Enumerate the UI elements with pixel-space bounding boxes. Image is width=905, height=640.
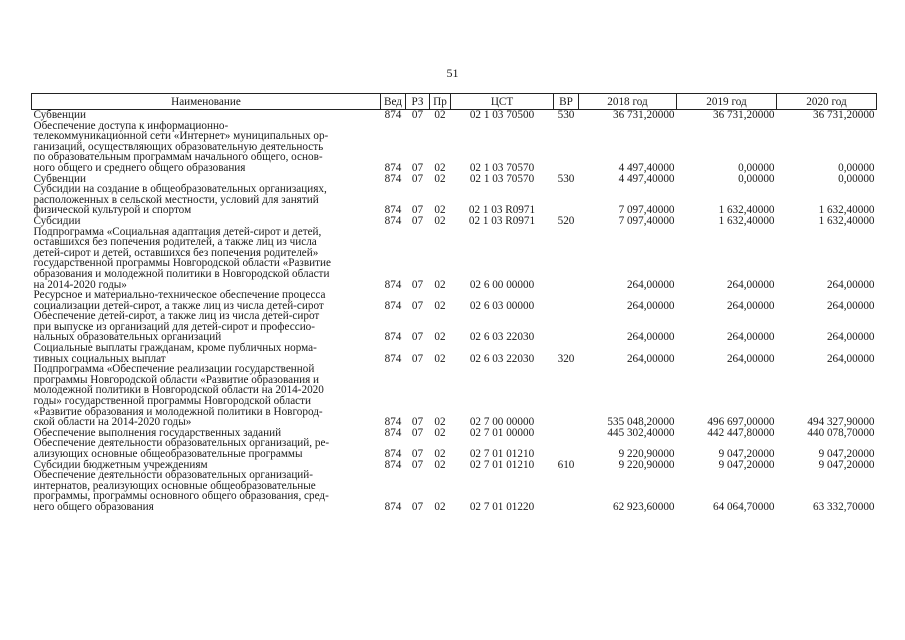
col-header-name: Наименование bbox=[32, 94, 381, 110]
row-name-text: Обеспечение деятельности образовательных организаций- интернатов, реализующих основные общеобразовательные программы, программы основного общего образования, сред- него общего образования bbox=[33, 469, 329, 513]
col-header-vr: ВР bbox=[554, 94, 579, 110]
cell-cst: 02 1 03 70570 bbox=[469, 172, 535, 185]
cell-pr: 02 bbox=[434, 416, 446, 429]
row-name-text: Социальные выплаты гражданам, кроме публичных норма- тивных социальных выплат bbox=[33, 342, 317, 365]
cell-name bbox=[32, 438, 381, 459]
cell-pr: 02 bbox=[434, 331, 446, 344]
cell-vr: 320 bbox=[557, 352, 575, 365]
row-name-text: Ресурсное и материально-техническое обеспечение процесса социализации детей-сирот, а также лиц из числа детей-сирот bbox=[33, 289, 326, 312]
cell-2018: 264,00000 bbox=[626, 331, 675, 344]
cell-2019: 264,00000 bbox=[726, 352, 775, 365]
cell-rz: 07 bbox=[411, 426, 424, 439]
cell-ved: 874 bbox=[384, 352, 402, 365]
cell-cst: 02 7 00 00000 bbox=[469, 416, 535, 429]
cell-rz: 07 bbox=[411, 500, 424, 513]
cell-2020: 494 327,90000 bbox=[807, 416, 875, 429]
cell-rz: 07 bbox=[411, 172, 424, 185]
cell-2018: 264,00000 bbox=[626, 352, 675, 365]
cell-2020: 264,00000 bbox=[826, 331, 875, 344]
cell-pr: 02 bbox=[434, 214, 446, 227]
cell-vr bbox=[554, 290, 579, 311]
cell-vr bbox=[554, 227, 579, 291]
row-name-text: Субсидии бюджетным учреждениям bbox=[33, 458, 208, 471]
cell-vr bbox=[554, 121, 579, 174]
col-header-2018: 2018 год bbox=[579, 94, 677, 110]
table-row bbox=[32, 227, 877, 291]
cell-2019: 64 064,70000 bbox=[712, 500, 775, 513]
cell-rz: 07 bbox=[411, 161, 424, 174]
cell-2019: 442 447,80000 bbox=[707, 426, 775, 439]
budget-table bbox=[31, 93, 877, 513]
cell-cst: 02 1 03 R0971 bbox=[468, 204, 536, 217]
cell-ved: 874 bbox=[384, 500, 402, 513]
cell-2019: 36 731,20000 bbox=[712, 109, 775, 121]
cell-pr: 02 bbox=[434, 500, 446, 513]
cell-2018: 4 497,40000 bbox=[618, 161, 675, 174]
cell-cst: 02 7 01 01210 bbox=[469, 458, 535, 471]
cell-cst: 02 7 01 01210 bbox=[469, 448, 535, 460]
cell-pr: 02 bbox=[434, 172, 446, 185]
cell-ved: 874 bbox=[384, 458, 402, 471]
cell-cst: 02 6 03 22030 bbox=[469, 352, 535, 365]
cell-ved: 874 bbox=[384, 299, 402, 312]
cell-2019: 9 047,20000 bbox=[718, 448, 775, 460]
cell-2019: 9 047,20000 bbox=[718, 458, 775, 471]
cell-pr: 02 bbox=[434, 299, 446, 312]
cell-ved: 874 bbox=[384, 278, 402, 291]
cell-2018: 445 302,40000 bbox=[607, 426, 675, 439]
cell-2018: 36 731,20000 bbox=[612, 109, 675, 121]
table-body bbox=[32, 110, 877, 513]
cell-2019: 264,00000 bbox=[726, 299, 775, 312]
row-name-text: Обеспечение деятельности образовательных организаций, ре- ализующих основные общеобразовательные программы bbox=[33, 437, 330, 460]
cell-ved: 874 bbox=[384, 161, 402, 174]
cell-name bbox=[32, 470, 381, 512]
cell-vr: 530 bbox=[557, 109, 575, 121]
cell-rz: 07 bbox=[411, 204, 424, 217]
cell-2020: 0,00000 bbox=[838, 172, 875, 185]
col-header-2020: 2020 год bbox=[777, 94, 877, 110]
cell-2020: 264,00000 bbox=[826, 278, 875, 291]
cell-2020: 0,00000 bbox=[838, 161, 875, 174]
cell-vr bbox=[554, 428, 579, 439]
cell-rz: 07 bbox=[411, 352, 424, 365]
cell-2020: 9 047,20000 bbox=[818, 458, 875, 471]
cell-ved: 874 bbox=[384, 172, 402, 185]
row-name-text: Обеспечение детей-сирот, а также лиц из числа детей-сирот при выпуске из организаций для детей-сирот и профессио- нальных образовательных организаций bbox=[33, 310, 320, 344]
cell-pr: 02 bbox=[434, 426, 446, 439]
cell-pr: 02 bbox=[434, 352, 446, 365]
cell-2018: 264,00000 bbox=[626, 299, 675, 312]
cell-2020: 264,00000 bbox=[826, 352, 875, 365]
table-row bbox=[32, 470, 877, 512]
row-name-text: Подпрограмма «Социальная адаптация детей-сирот и детей, оставшихся без попечения родителей, а также лиц из числа детей-сирот и детей, оставшихся без попечения родителей» государственной программы Новгородской области «Развитие образования и молодежной политики в Новгородской области на 2014-2020 годы» bbox=[33, 225, 331, 291]
cell-ved: 874 bbox=[384, 416, 402, 429]
cell-2019: 1 632,40000 bbox=[718, 214, 775, 227]
cell-pr: 02 bbox=[434, 204, 446, 217]
page-number: 51 bbox=[446, 66, 459, 80]
cell-vr bbox=[554, 311, 579, 343]
cell-2018: 7 097,40000 bbox=[618, 204, 675, 217]
cell-2019: 264,00000 bbox=[726, 278, 775, 291]
cell-rz: 07 bbox=[411, 214, 424, 227]
cell-rz: 07 bbox=[411, 299, 424, 312]
row-name-text: Субсидии на создание в общеобразовательных организациях, расположенных в сельской местности, условий для занятий физической культурой и спортом bbox=[33, 183, 327, 217]
cell-2019: 0,00000 bbox=[738, 161, 775, 174]
cell-name bbox=[32, 311, 381, 343]
cell-cst: 02 6 03 00000 bbox=[469, 299, 535, 312]
cell-2018: 9 220,90000 bbox=[618, 458, 675, 471]
cell-pr: 02 bbox=[434, 278, 446, 291]
cell-2019: 0,00000 bbox=[738, 172, 775, 185]
cell-cst: 02 6 00 00000 bbox=[469, 278, 535, 291]
cell-ved: 874 bbox=[384, 448, 402, 460]
cell-2020: 1 632,40000 bbox=[818, 214, 875, 227]
cell-name bbox=[32, 290, 381, 311]
cell-2020: 264,00000 bbox=[826, 299, 875, 312]
cell-pr: 02 bbox=[434, 161, 446, 174]
cell-cst: 02 1 03 R0971 bbox=[468, 214, 536, 227]
cell-cst: 02 7 01 01220 bbox=[469, 500, 535, 513]
row-name-text: Обеспечение выполнения государственных заданий bbox=[33, 426, 282, 439]
row-name-text: Обеспечение доступа к информационно- телекоммуникационной сети «Интернет» муниципальных ор- ганизаций, осуществляющих образовательную деятельность по образовательным программам начального общего, основ- ного общего и среднего общего образования bbox=[33, 119, 329, 174]
row-name-text: Субвенции bbox=[33, 172, 86, 185]
cell-rz: 07 bbox=[411, 109, 424, 121]
cell-cst: 02 1 03 70570 bbox=[469, 161, 535, 174]
cell-2019: 1 632,40000 bbox=[718, 204, 775, 217]
cell-vr: 610 bbox=[557, 458, 575, 471]
cell-rz: 07 bbox=[411, 331, 424, 344]
cell-vr bbox=[554, 470, 579, 512]
cell-name bbox=[32, 121, 381, 174]
cell-2020: 1 632,40000 bbox=[818, 204, 875, 217]
cell-name bbox=[32, 343, 381, 364]
table-header-row bbox=[32, 94, 877, 110]
cell-pr: 02 bbox=[434, 109, 446, 121]
cell-2019: 264,00000 bbox=[726, 331, 775, 344]
table-row bbox=[32, 364, 877, 428]
table-row bbox=[32, 311, 877, 343]
table-row bbox=[32, 184, 877, 216]
row-name-text: Субвенции bbox=[33, 109, 86, 121]
cell-ved: 874 bbox=[384, 331, 402, 344]
cell-vr: 520 bbox=[557, 214, 575, 227]
cell-2018: 7 097,40000 bbox=[618, 214, 675, 227]
col-header-cst: ЦСТ bbox=[451, 94, 554, 110]
cell-ved: 874 bbox=[384, 204, 402, 217]
cell-2020: 9 047,20000 bbox=[818, 448, 875, 460]
row-name-text: Субсидии bbox=[33, 214, 81, 227]
cell-rz: 07 bbox=[411, 416, 424, 429]
cell-ved: 874 bbox=[384, 214, 402, 227]
cell-pr: 02 bbox=[434, 448, 446, 460]
cell-2018: 9 220,90000 bbox=[618, 448, 675, 460]
cell-cst: 02 1 03 70500 bbox=[469, 109, 535, 121]
cell-cst: 02 6 03 22030 bbox=[469, 331, 535, 344]
cell-name bbox=[32, 364, 381, 428]
cell-2020: 63 332,70000 bbox=[812, 500, 875, 513]
col-header-2019: 2019 год bbox=[677, 94, 777, 110]
cell-rz: 07 bbox=[411, 278, 424, 291]
cell-name bbox=[32, 227, 381, 291]
cell-2020: 440 078,70000 bbox=[807, 426, 875, 439]
cell-pr: 02 bbox=[434, 458, 446, 471]
col-header-pr: Пр bbox=[430, 94, 451, 110]
cell-2018: 62 923,60000 bbox=[612, 500, 675, 513]
cell-2018: 535 048,20000 bbox=[607, 416, 675, 429]
col-header-rz: РЗ bbox=[406, 94, 430, 110]
col-header-ved: Вед bbox=[381, 94, 406, 110]
table-row bbox=[32, 343, 877, 364]
cell-vr bbox=[554, 438, 579, 459]
row-name-text: Подпрограмма «Обеспечение реализации государственной программы Новгородской области «Развитие образования и молодежной политики в Новгородской области на 2014-2020 годы» государственной программы Новгородской области «Развитие образования и молодежной политики в Новгород- ской области на 2014-2020 годы» bbox=[33, 363, 324, 429]
table-row bbox=[32, 121, 877, 174]
cell-name bbox=[32, 184, 381, 216]
cell-ved: 874 bbox=[384, 109, 402, 121]
cell-rz: 07 bbox=[411, 448, 424, 460]
cell-ved: 874 bbox=[384, 426, 402, 439]
cell-2019: 496 697,00000 bbox=[707, 416, 775, 429]
cell-vr: 530 bbox=[557, 172, 575, 185]
cell-2020: 36 731,20000 bbox=[812, 109, 875, 121]
table-row bbox=[32, 438, 877, 459]
cell-cst: 02 7 01 00000 bbox=[469, 426, 535, 439]
table-row bbox=[32, 290, 877, 311]
cell-2018: 264,00000 bbox=[626, 278, 675, 291]
cell-vr bbox=[554, 184, 579, 216]
cell-2018: 4 497,40000 bbox=[618, 172, 675, 185]
cell-vr bbox=[554, 364, 579, 428]
cell-rz: 07 bbox=[411, 458, 424, 471]
